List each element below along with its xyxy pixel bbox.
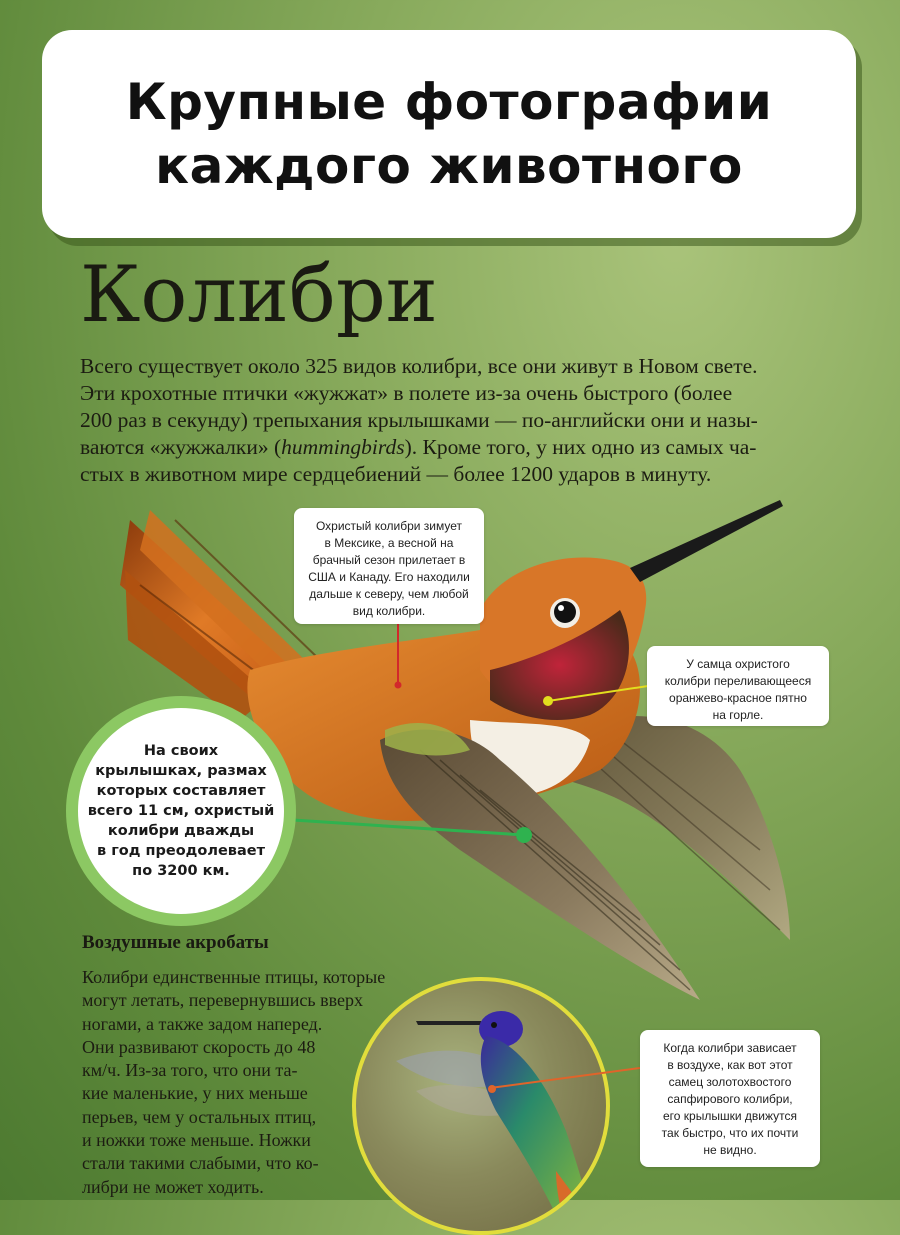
bubble-line: в год преодолевает (96, 843, 266, 859)
section-heading-acrobats: Воздушные акробаты (82, 932, 269, 953)
pointer-line-orange (490, 1068, 640, 1088)
callout-line: на горле. (712, 708, 764, 722)
body-line: могут летать, перевернувшись вверх (82, 990, 363, 1011)
body-line: либри не может ходить. (82, 1176, 264, 1197)
body-line: Они развивают скорость до 48 (82, 1036, 316, 1057)
body-line: ногами, а также задом наперед. (82, 1013, 323, 1034)
banner-title-line-1: Крупные фотографии (125, 73, 773, 131)
bubble-line: крылышках, размах (95, 763, 267, 779)
callout-line: У самца охристого (686, 657, 790, 671)
callout-line: оранжево-красное пятно (669, 691, 807, 705)
callout-line: самец золотохвостого (668, 1075, 792, 1089)
callout-line: в Мексике, а весной на (324, 536, 454, 550)
callout-line: так быстро, что их почти (661, 1126, 799, 1140)
intro-text: ваются «жужжалки» ( (80, 435, 282, 459)
callout-line: США и Канаду. Его находили (308, 570, 470, 584)
intro-line: Всего существует около 325 видов колибри, все они живут в Новом свете. (80, 354, 758, 378)
intro-line: 200 раз в секунду) трепыхания крылышками — по-английски они и назы- (80, 408, 758, 432)
callout-line: колибри переливающееся (664, 674, 812, 688)
bubble-line: На своих (143, 743, 219, 759)
callout-line: брачный сезон прилетает в (312, 553, 466, 567)
callout-line: сапфирового колибри, (667, 1092, 793, 1106)
bubble-line: колибри дважды (107, 823, 255, 839)
body-line: и ножки тоже меньше. Ножки (82, 1130, 311, 1151)
body-line: стали такими слабыми, что ко- (82, 1153, 319, 1174)
callout-line: Охристый колибри зимует (315, 519, 463, 533)
intro-text: ). Кроме того, у них одно из самых ча- (404, 435, 757, 459)
callout-line: дальше к северу, чем любой (309, 587, 469, 601)
banner-title-line-2: каждого животного (155, 137, 743, 195)
body-line: кие маленькие, у них меньше (82, 1083, 308, 1104)
body-line: км/ч. Из-за того, что они та- (82, 1060, 298, 1081)
page-title: Колибри (80, 250, 438, 340)
bubble-line: по 3200 км. (132, 863, 230, 879)
callout-line: в воздухе, как вот этот (667, 1058, 793, 1072)
callout-hovering (640, 1030, 820, 1167)
callout-line: вид колибри. (352, 604, 426, 618)
callout-line: его крылышки движутся (663, 1109, 797, 1123)
callout-line: Когда колибри зависает (663, 1041, 797, 1055)
bubble-line: которых составляет (96, 783, 266, 799)
body-line: перьев, чем у остальных птиц, (82, 1106, 317, 1127)
english-name: hummingbirds (281, 435, 405, 459)
intro-line: Эти крохотные птички «жужжат» в полете из-за очень быстрого (более (80, 381, 733, 405)
callout-line: не видно. (703, 1143, 757, 1157)
body-line: Колибри единственные птицы, которые (82, 967, 386, 987)
intro-line: стых в животном мире сердцебиений — более 1200 ударов в минуту. (80, 462, 712, 486)
bubble-line: всего 11 см, охристый (87, 803, 275, 819)
